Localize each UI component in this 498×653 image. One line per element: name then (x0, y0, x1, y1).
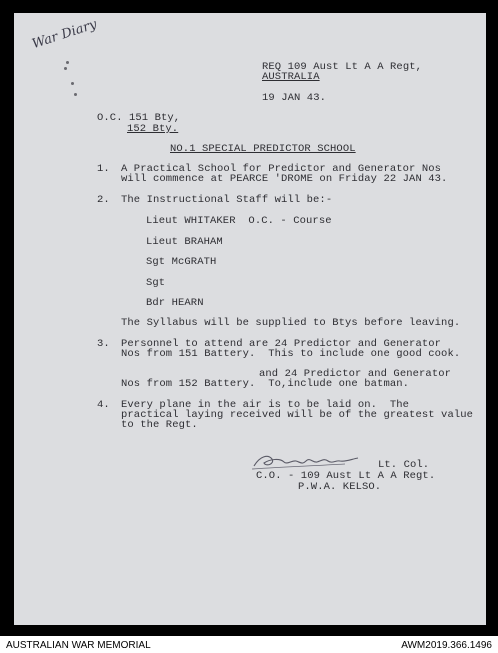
para-3-line: Personnel to attend are 24 Predictor and Generator (121, 338, 442, 350)
pin-mark (64, 67, 67, 70)
pin-mark (74, 93, 77, 96)
document-date: 19 JAN 43. (262, 92, 327, 104)
document-title: NO.1 SPECIAL PREDICTOR SCHOOL (170, 143, 356, 155)
para-3-line: Nos from 151 Battery. This to include one good cook. (121, 348, 461, 360)
document-page (14, 13, 486, 625)
para-1-number: 1. (97, 163, 110, 175)
pin-mark (66, 61, 69, 64)
para-2-intro: The Instructional Staff will be:- (121, 194, 333, 206)
para-4-line: practical laying received will be of the greatest value (121, 409, 474, 421)
footer-institution: AUSTRALIAN WAR MEMORIAL (6, 640, 151, 651)
para-4-line: to the Regt. (121, 419, 198, 431)
staff-item: Sgt (146, 277, 166, 289)
staff-item: Sgt McGRATH (146, 256, 217, 268)
para-1-line: will commence at PEARCE 'DROME on Friday 22 JAN 43. (121, 173, 448, 185)
para-3-number: 3. (97, 338, 110, 350)
para-1-line: A Practical School for Predictor and Generator Nos (121, 163, 442, 175)
signatory-name: P.W.A. KELSO. (298, 481, 382, 493)
para-4-line: Every plane in the air is to be laid on. The (121, 399, 410, 411)
handwritten-signature (250, 450, 362, 472)
archive-footer (0, 636, 498, 653)
signatory-rank: Lt. Col. (378, 459, 430, 471)
para-3-line: and 24 Predictor and Generator (259, 368, 452, 380)
staff-item: Lieut BRAHAM (146, 236, 223, 248)
staff-item: Lieut WHITAKER O.C. - Course (146, 215, 332, 227)
war-diary-annotation: War Diary (30, 16, 99, 53)
para-3-line: Nos from 152 Battery. To,include one batman. (121, 378, 410, 390)
addressee-line-1: O.C. 151 Bty, (97, 112, 181, 124)
syllabus-note: The Syllabus will be supplied to Btys before leaving. (121, 317, 461, 329)
addressee-line-2: 152 Bty. (127, 123, 179, 135)
para-4-number: 4. (97, 399, 110, 411)
para-2-number: 2. (97, 194, 110, 206)
unit-line: REQ 109 Aust Lt A A Regt, (262, 61, 423, 73)
staff-item: Bdr HEARN (146, 297, 204, 309)
pin-mark (71, 82, 74, 85)
country-line: AUSTRALIA (262, 71, 320, 83)
footer-accession-number: AWM2019.366.1496 (401, 640, 492, 651)
signatory-title: C.O. - 109 Aust Lt A A Regt. (256, 470, 436, 482)
